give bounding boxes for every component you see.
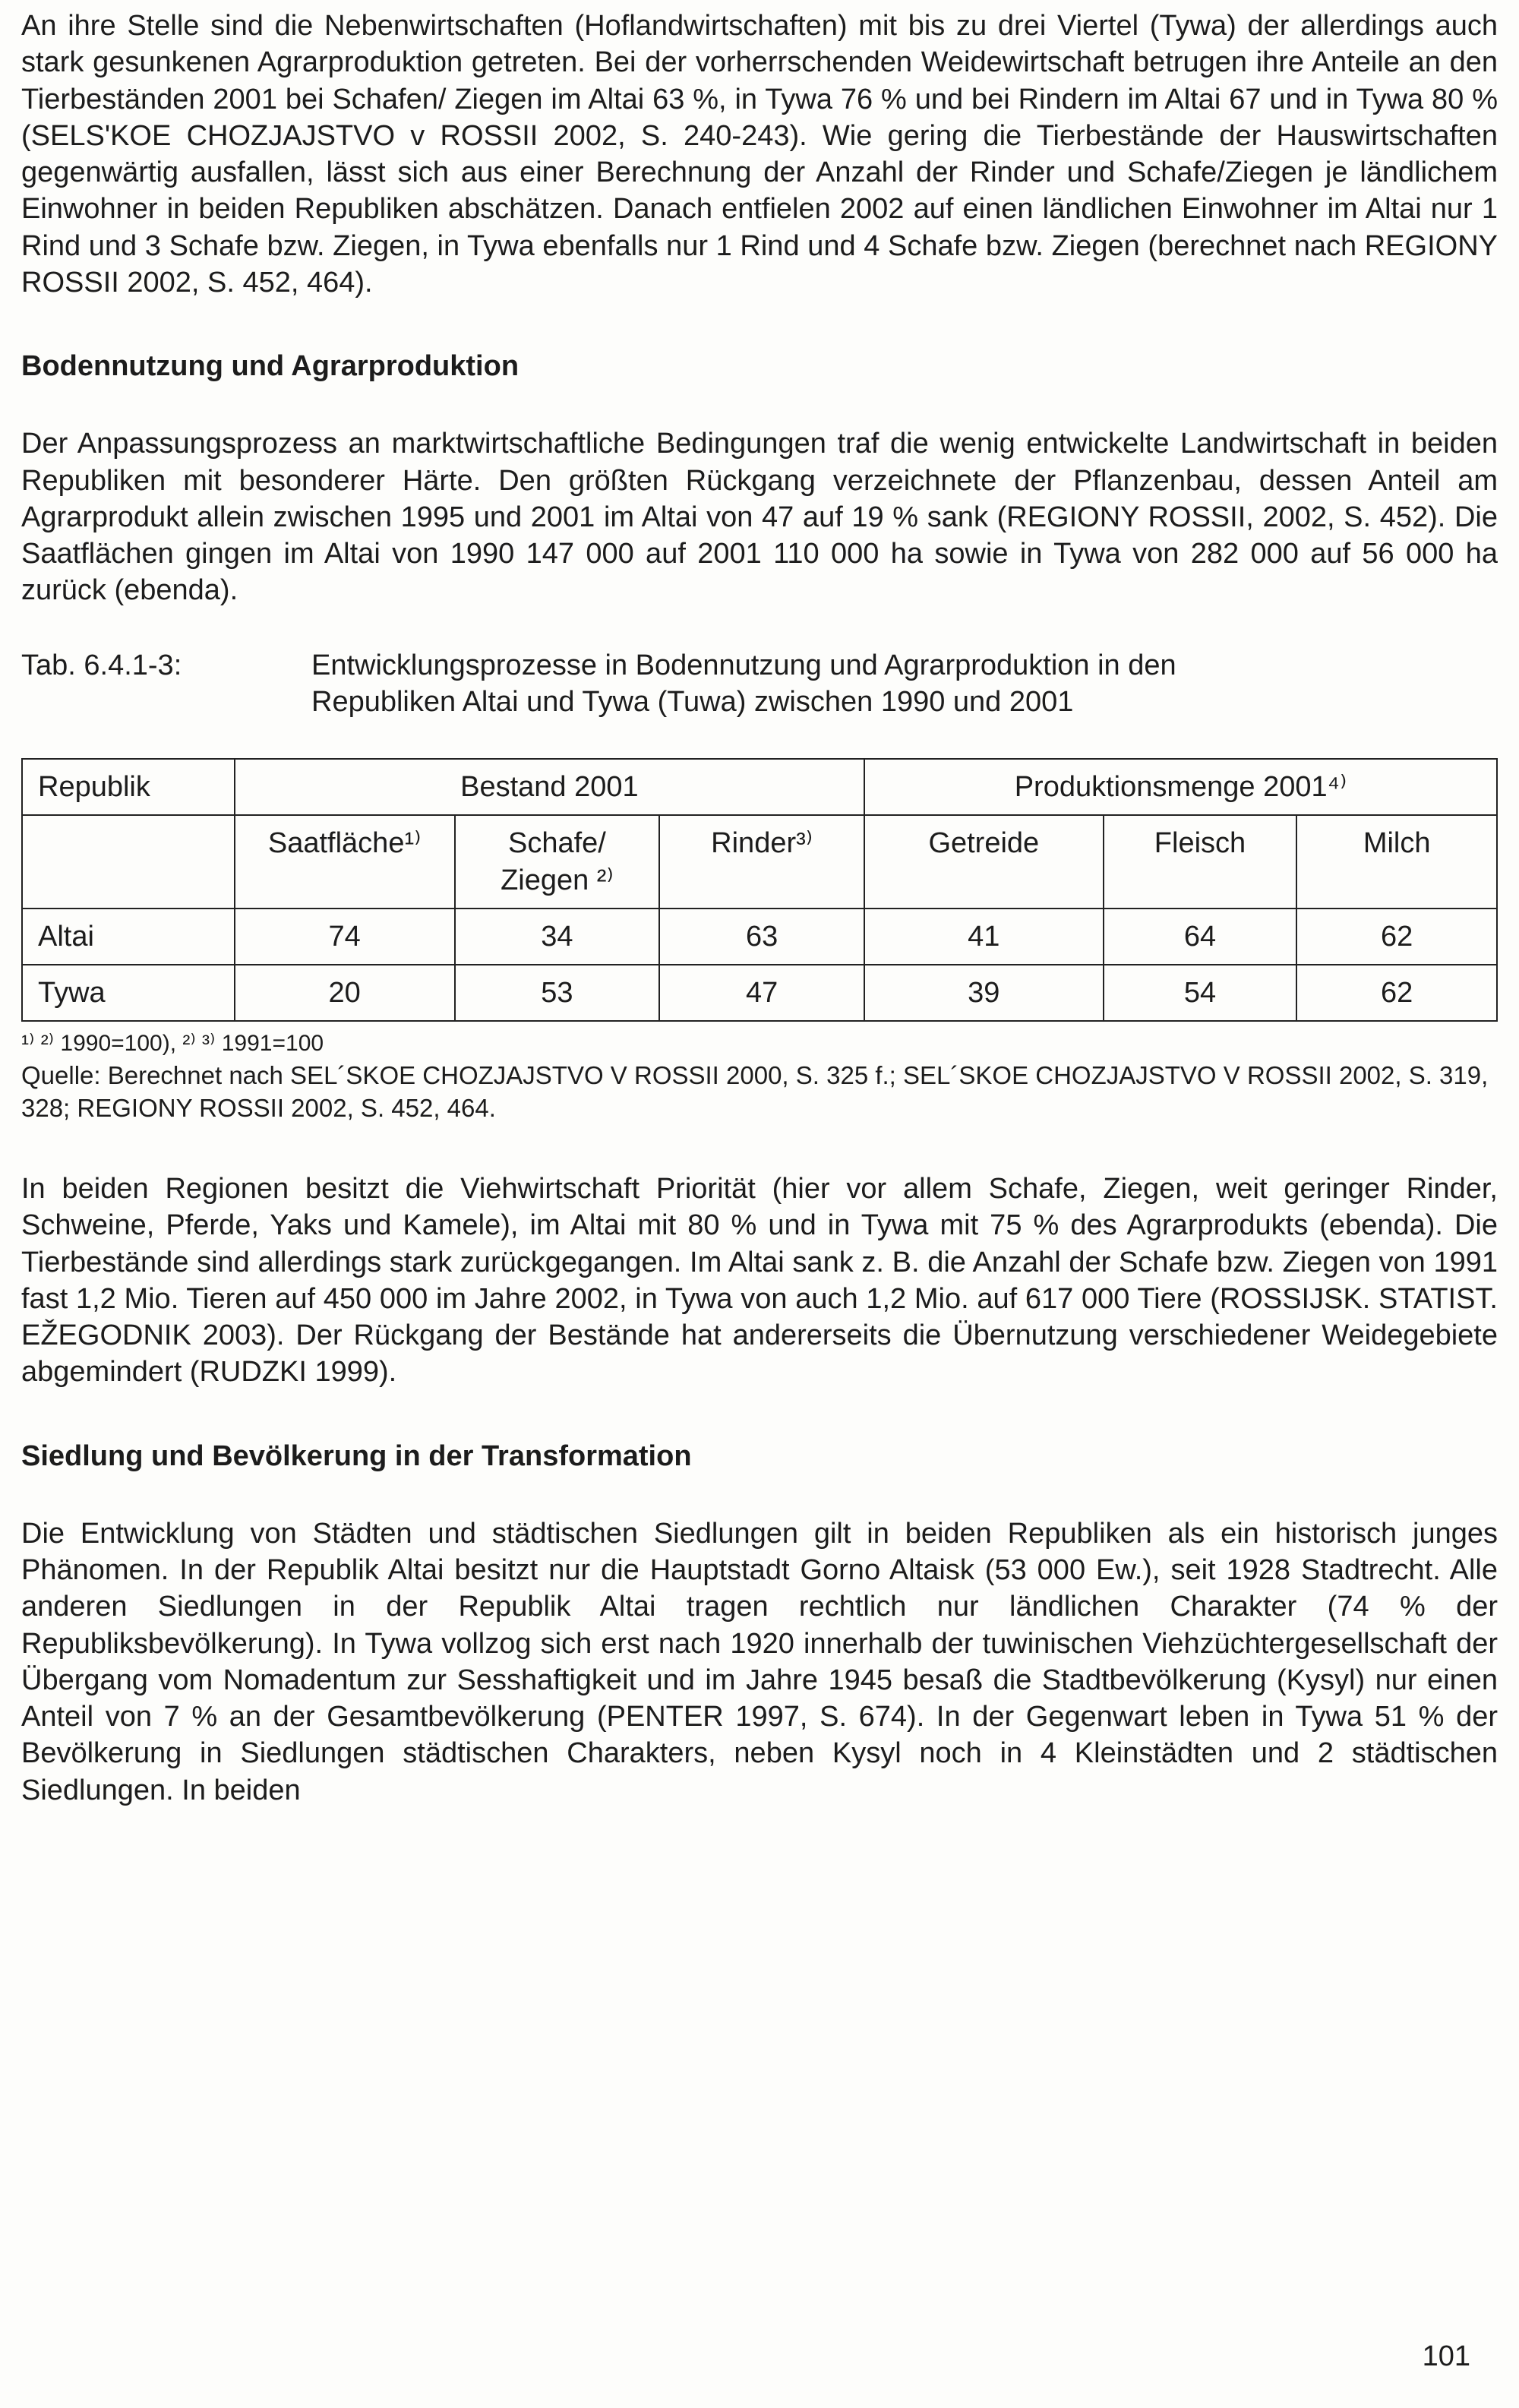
- table-header-columns-row: [22, 815, 1497, 909]
- row-label-altai: Altai: [22, 909, 235, 965]
- table-cell: 47: [659, 965, 864, 1021]
- table-row-tywa: [22, 965, 1497, 1021]
- section-heading-siedlung: Siedlung und Bevölkerung in der Transformation: [21, 1439, 692, 1472]
- table-header-republik: Republik: [22, 759, 235, 815]
- table-row-altai: [22, 909, 1497, 965]
- table-footnote-indices: ¹⁾ ²⁾ 1990=100), ²⁾ ³⁾ 1991=100: [21, 1031, 324, 1057]
- table-header-empty-cell: [22, 815, 235, 909]
- paragraph-nebenwirtschaften: An ihre Stelle sind die Nebenwirtschaften (Hoflandwirtschaften) mit bis zu drei Viertel (Tywa) der allerdings auch stark gesunkenen Agrarproduktion getreten. Bei der vorherrschenden Weidewirtschaft betrugen ihre Anteile an den Tierbeständen 2001 bei Schafen/ Ziegen im Altai 63 %, in Tywa 76 % und bei Rindern im Altai 67 und in Tywa 80 % (SELS'KOE CHOZJAJSTVO v ROSSII 2002, S. 240-243). Wie gering die Tierbestände der Hauswirtschaften gegenwärtig ausfallen, lässt sich aus einer Berechnung der Anzahl der Rinder und Schafe/Ziegen je ländlichem Einwohner in beiden Republiken abschätzen. Danach entfielen 2002 auf einen ländlichen Einwohner im Altai nur 1 Rind und 3 Schafe bzw. Ziegen, in Tywa ebenfalls nur 1 Rind und 4 Schafe bzw. Ziegen (berechnet nach REGIONY ROSSII 2002, S. 452, 464).: [21, 10, 1498, 299]
- table-header-bestand-2001: Bestand 2001: [235, 759, 864, 815]
- table-header-fleisch: Fleisch: [1104, 815, 1297, 909]
- table-cell: 74: [235, 909, 455, 965]
- table-header-saatflaeche: Saatfläche¹⁾: [235, 815, 455, 909]
- table-header-getreide: Getreide: [864, 815, 1104, 909]
- table-cell: 20: [235, 965, 455, 1021]
- table-header-group-row: [22, 759, 1497, 815]
- table-caption: [21, 647, 1498, 721]
- table-cell: 41: [864, 909, 1104, 965]
- table-caption-label: Tab. 6.4.1-3:: [21, 649, 182, 681]
- page-footer: [1423, 2338, 1470, 2375]
- section-heading-bodennutzung: Bodennutzung und Agrarproduktion: [21, 350, 519, 382]
- table-cell: 54: [1104, 965, 1297, 1021]
- table-cell: 39: [864, 965, 1104, 1021]
- row-label-tywa: Tywa: [22, 965, 235, 1021]
- table-cell: 64: [1104, 909, 1297, 965]
- table-cell: 34: [455, 909, 660, 965]
- table-header-milch: Milch: [1296, 815, 1497, 909]
- table-header-produktionsmenge-2001: Produktionsmenge 2001⁴⁾: [864, 759, 1497, 815]
- table-header-rinder: Rinder³⁾: [659, 815, 864, 909]
- table-header-schafe-ziegen: Schafe/ Ziegen ²⁾: [455, 815, 660, 909]
- table-source-note: Quelle: Berechnet nach SEL´SKOE CHOZJAJSTVO V ROSSII 2000, S. 325 f.; SEL´SKOE CHOZJAJSTVO V ROSSII 2002, S. 319, 328; REGIONY ROSSII 2002, S. 452, 464.: [21, 1061, 1489, 1123]
- paragraph-viehwirtschaft: In beiden Regionen besitzt die Viehwirtschaft Priorität (hier vor allem Schafe, Ziegen, weit geringer Rinder, Schweine, Pferde, Yaks und Kamele), im Altai mit 80 % und in Tywa mit 75 % des Agrarprodukts (ebenda). Die Tierbestände sind allerdings stark zurückgegangen. Im Altai sank z. B. die Anzahl der Schafe bzw. Ziegen von 1991 fast 1,2 Mio. Tieren auf 450 000 im Jahre 2002, in Tywa von auch 1,2 Mio. auf 617 000 Tiere (ROSSIJSK. STATIST. EŽEGODNIK 2003). Der Rückgang der Bestände hat andererseits die Übernutzung verschiedener Weidegebiete abgemindert (RUDZKI 1999).: [21, 1173, 1498, 1389]
- paragraph-anpassungsprozess: Der Anpassungsprozess an marktwirtschaftliche Bedingungen traf die wenig entwickelte Landwirtschaft in beiden Republiken mit besonderer Härte. Den größten Rückgang verzeichnete der Pflanzenbau, dessen Anteil am Agrarprodukt allein zwischen 1995 und 2001 im Altai von 47 auf 19 % sank (REGIONY ROSSII, 2002, S. 452). Die Saatflächen gingen im Altai von 1990 147 000 auf 2001 110 000 ha sowie in Tywa von 282 000 auf 56 000 ha zurück (ebenda).: [21, 428, 1498, 607]
- agrar-data-table: [21, 758, 1498, 1022]
- paragraph-siedlung-bevoelkerung: Die Entwicklung von Städten und städtischen Siedlungen gilt in beiden Republiken als ein historisch junges Phänomen. In der Republik Altai besitzt nur die Hauptstadt Gorno Altaisk (53 000 Ew.), seit 1928 Stadtrecht. Alle anderen Siedlungen in der Republik Altai tragen rechtlich nur ländlichen Charakter (74 % der Republiksbevölkerung). In Tywa vollzog sich erst nach 1920 innerhalb der tuwinischen Viehzüchtergesellschaft der Übergang vom Nomadentum zur Sesshaftigkeit und im Jahre 1945 besaß die Stadtbevölkerung (Kysyl) nur einen Anteil von 7 % an der Gesamtbevölkerung (PENTER 1997, S. 674). In der Gegenwart leben in Tywa 51 % der Bevölkerung in Siedlungen städtischen Charakters, neben Kysyl noch in 4 Kleinstädten und 2 städtischen Siedlungen. In beiden: [21, 1517, 1498, 1806]
- table-cell: 53: [455, 965, 660, 1021]
- table-cell: 62: [1296, 965, 1497, 1021]
- page-number: 101: [1422, 2340, 1470, 2372]
- table-cell: 62: [1296, 909, 1497, 965]
- table-cell: 63: [659, 909, 864, 965]
- table-caption-text: Entwicklungsprozesse in Bodennutzung und Agrarproduktion in den Republiken Altai und Tywa (Tuwa) zwischen 1990 und 2001: [311, 649, 1176, 718]
